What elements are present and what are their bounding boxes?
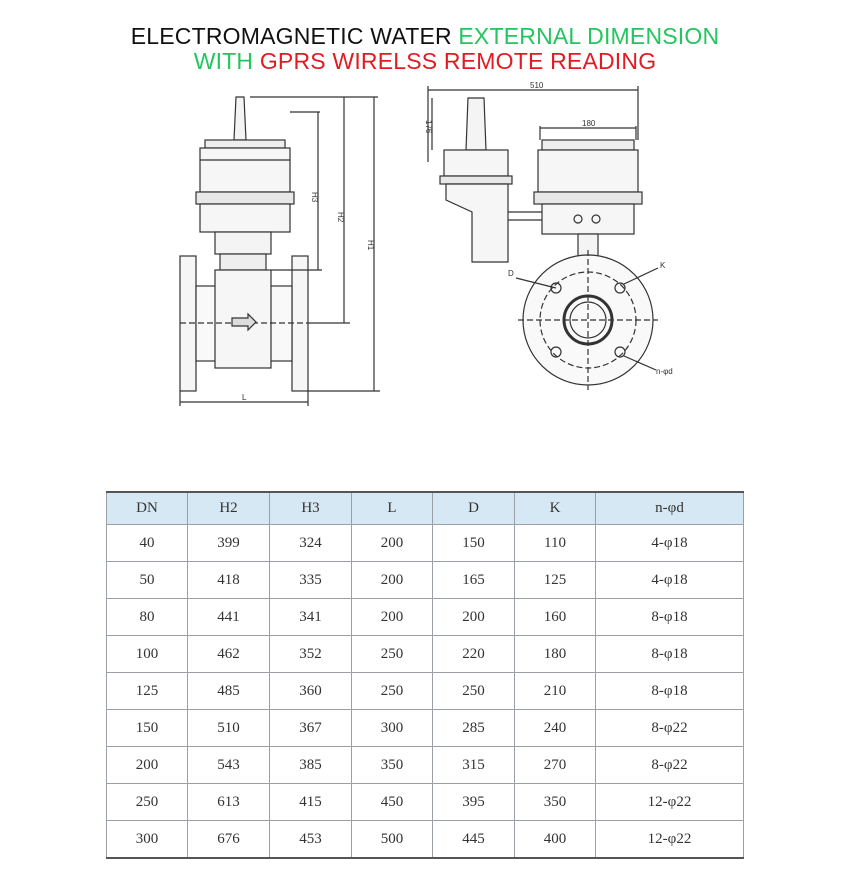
cell-k: 240	[515, 710, 596, 747]
side-view	[428, 86, 658, 390]
subtitle-green-part: WITH	[193, 48, 260, 74]
cell-h3: 367	[270, 710, 352, 747]
title-green-part: EXTERNAL DIMENSION	[458, 23, 720, 49]
table-row	[107, 525, 744, 562]
cell-h2: 676	[188, 821, 270, 859]
cell-nd: 4-φ18	[596, 562, 744, 599]
table-header-row	[107, 492, 744, 525]
column-header-d: D	[433, 492, 515, 525]
cell-d: 150	[433, 525, 515, 562]
cell-d: 395	[433, 784, 515, 821]
cell-dn: 100	[107, 636, 188, 673]
column-header-h2: H2	[188, 492, 270, 525]
cell-k: 350	[515, 784, 596, 821]
dimension-drawing	[0, 80, 850, 420]
label-side-height: 176	[424, 120, 433, 134]
subtitle-red-part: GPRS WIRELSS REMOTE READING	[259, 48, 657, 74]
label-box-width: 180	[582, 119, 596, 128]
cell-nd: 8-φ18	[596, 673, 744, 710]
cell-h2: 441	[188, 599, 270, 636]
cell-h3: 352	[270, 636, 352, 673]
column-header-nd: n-φd	[596, 492, 744, 525]
cell-dn: 250	[107, 784, 188, 821]
cell-k: 125	[515, 562, 596, 599]
cell-l: 200	[352, 525, 433, 562]
front-view	[180, 97, 380, 406]
cell-l: 200	[352, 599, 433, 636]
label-h2: H2	[336, 212, 345, 223]
cell-dn: 125	[107, 673, 188, 710]
cell-h3: 453	[270, 821, 352, 859]
cell-h2: 418	[188, 562, 270, 599]
cell-h2: 399	[188, 525, 270, 562]
cell-d: 315	[433, 747, 515, 784]
label-h3: H3	[310, 192, 319, 203]
cell-h3: 385	[270, 747, 352, 784]
label-h1: H1	[366, 240, 375, 251]
cell-h2: 510	[188, 710, 270, 747]
table-row	[107, 710, 744, 747]
cell-nd: 8-φ18	[596, 599, 744, 636]
cell-h3: 324	[270, 525, 352, 562]
table-row	[107, 562, 744, 599]
cell-l: 350	[352, 747, 433, 784]
cell-nd: 8-φ22	[596, 747, 744, 784]
dimension-table-container	[106, 491, 744, 859]
table-row	[107, 821, 744, 859]
cell-d: 250	[433, 673, 515, 710]
label-l: L	[242, 393, 247, 402]
cell-l: 200	[352, 562, 433, 599]
cell-d: 165	[433, 562, 515, 599]
cell-d: 220	[433, 636, 515, 673]
title-line-1	[0, 23, 850, 49]
table-row	[107, 747, 744, 784]
cell-h2: 613	[188, 784, 270, 821]
cell-nd: 8-φ18	[596, 636, 744, 673]
dimension-table	[106, 491, 744, 859]
cell-nd: 8-φ22	[596, 710, 744, 747]
cell-l: 300	[352, 710, 433, 747]
cell-l: 250	[352, 636, 433, 673]
cell-l: 500	[352, 821, 433, 859]
title-black-part: ELECTROMAGNETIC WATER	[130, 23, 459, 49]
table-body	[107, 525, 744, 859]
cell-nd: 4-φ18	[596, 525, 744, 562]
cell-h2: 543	[188, 747, 270, 784]
label-nd: n-φd	[656, 367, 673, 376]
cell-k: 180	[515, 636, 596, 673]
cell-k: 400	[515, 821, 596, 859]
cell-dn: 40	[107, 525, 188, 562]
table-row	[107, 673, 744, 710]
table-row	[107, 784, 744, 821]
cell-k: 160	[515, 599, 596, 636]
cell-dn: 50	[107, 562, 188, 599]
cell-h3: 341	[270, 599, 352, 636]
cell-h3: 335	[270, 562, 352, 599]
cell-d: 445	[433, 821, 515, 859]
cell-d: 200	[433, 599, 515, 636]
table-row	[107, 636, 744, 673]
cell-k: 210	[515, 673, 596, 710]
label-top-width: 510	[530, 81, 544, 90]
table-row	[107, 599, 744, 636]
column-header-l: L	[352, 492, 433, 525]
label-d: D	[508, 269, 514, 278]
column-header-k: K	[515, 492, 596, 525]
cell-nd: 12-φ22	[596, 784, 744, 821]
cell-dn: 80	[107, 599, 188, 636]
cell-d: 285	[433, 710, 515, 747]
title-line-2	[0, 48, 850, 74]
cell-dn: 300	[107, 821, 188, 859]
cell-h2: 462	[188, 636, 270, 673]
cell-l: 450	[352, 784, 433, 821]
column-header-h3: H3	[270, 492, 352, 525]
cell-h2: 485	[188, 673, 270, 710]
cell-dn: 150	[107, 710, 188, 747]
cell-dn: 200	[107, 747, 188, 784]
column-header-dn: DN	[107, 492, 188, 525]
label-k: K	[660, 261, 666, 270]
cell-nd: 12-φ22	[596, 821, 744, 859]
cell-k: 110	[515, 525, 596, 562]
cell-h3: 415	[270, 784, 352, 821]
cell-k: 270	[515, 747, 596, 784]
cell-h3: 360	[270, 673, 352, 710]
cell-l: 250	[352, 673, 433, 710]
